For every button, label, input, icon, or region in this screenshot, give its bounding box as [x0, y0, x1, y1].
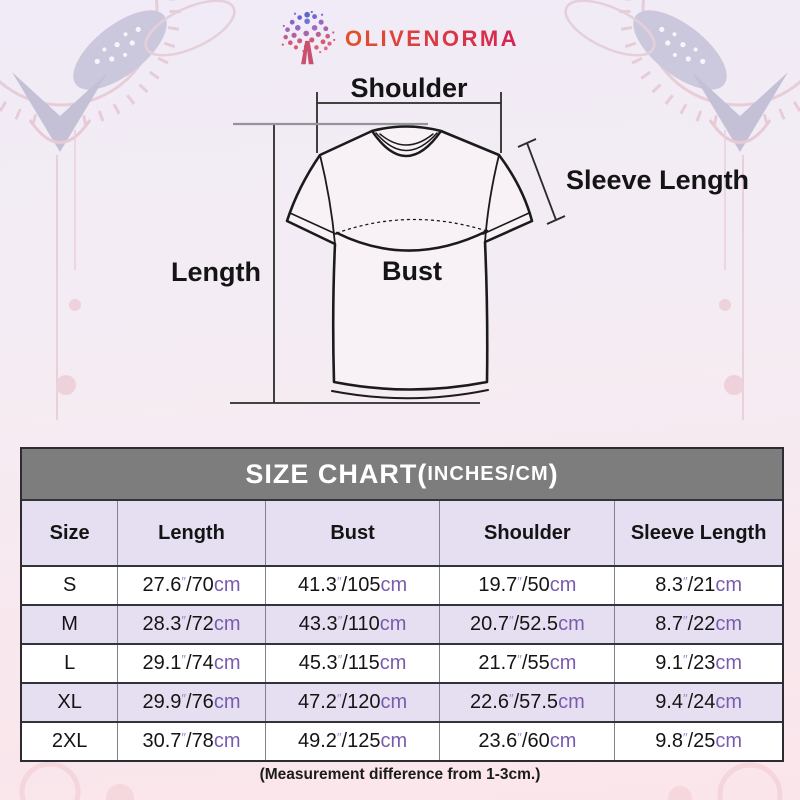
col-header-sleeve: Sleeve Length [615, 500, 782, 566]
table-row [22, 605, 782, 644]
length-value: 28.3″/72cm [118, 605, 265, 644]
size-value: L [22, 644, 118, 683]
size-value: XL [22, 683, 118, 722]
table-row [22, 566, 782, 605]
size-value: S [22, 566, 118, 605]
shoulder-value: 19.7″/50cm [440, 566, 615, 605]
sleeve-value: 9.1″/23cm [615, 644, 782, 683]
bust-value: 41.3″/105cm [265, 566, 440, 605]
shoulder-value: 20.7″/52.5cm [440, 605, 615, 644]
brand-name: OLIVENORMA [344, 26, 520, 51]
bust-value: 49.2″/125cm [265, 722, 440, 760]
col-header-bust: Bust [265, 500, 440, 566]
bust-value: 45.3″/115cm [265, 644, 440, 683]
col-header-length: Length [118, 500, 265, 566]
length-label: Length [171, 257, 261, 287]
shoulder-value: 21.7″/55cm [440, 644, 615, 683]
length-value: 29.9″/76cm [118, 683, 265, 722]
sleeve-value: 9.4″/24cm [615, 683, 782, 722]
size-value: 2XL [22, 722, 118, 760]
length-value: 29.1″/74cm [118, 644, 265, 683]
size-chart-title [22, 449, 782, 499]
shoulder-value: 23.6″/60cm [440, 722, 615, 760]
col-header-size: Size [22, 500, 118, 566]
shoulder-label: Shoulder [350, 73, 468, 103]
sleeve-value: 8.3″/21cm [615, 566, 782, 605]
bust-value: 47.2″/120cm [265, 683, 440, 722]
size-value: M [22, 605, 118, 644]
title-suffix: ) [548, 458, 559, 489]
table-row [22, 683, 782, 722]
sleeve-length-label: Sleeve Length [566, 165, 750, 195]
title-unit: INCHES/CM [427, 462, 549, 485]
col-header-shoulder: Shoulder [440, 500, 615, 566]
shoulder-value: 22.6″/57.5cm [440, 683, 615, 722]
length-value: 27.6″/70cm [118, 566, 265, 605]
sleeve-value: 9.8″/25cm [615, 722, 782, 760]
title-prefix: SIZE CHART( [245, 458, 428, 489]
size-chart-table [22, 499, 782, 760]
size-chart-section [20, 447, 784, 762]
table-row [22, 644, 782, 683]
bust-value: 43.3″/110cm [265, 605, 440, 644]
table-row [22, 722, 782, 760]
header-row [22, 500, 782, 566]
bust-label: Bust [382, 256, 442, 286]
measurement-note: (Measurement difference from 1-3cm.) [259, 766, 541, 783]
sleeve-value: 8.7″/22cm [615, 605, 782, 644]
length-value: 30.7″/78cm [118, 722, 265, 760]
